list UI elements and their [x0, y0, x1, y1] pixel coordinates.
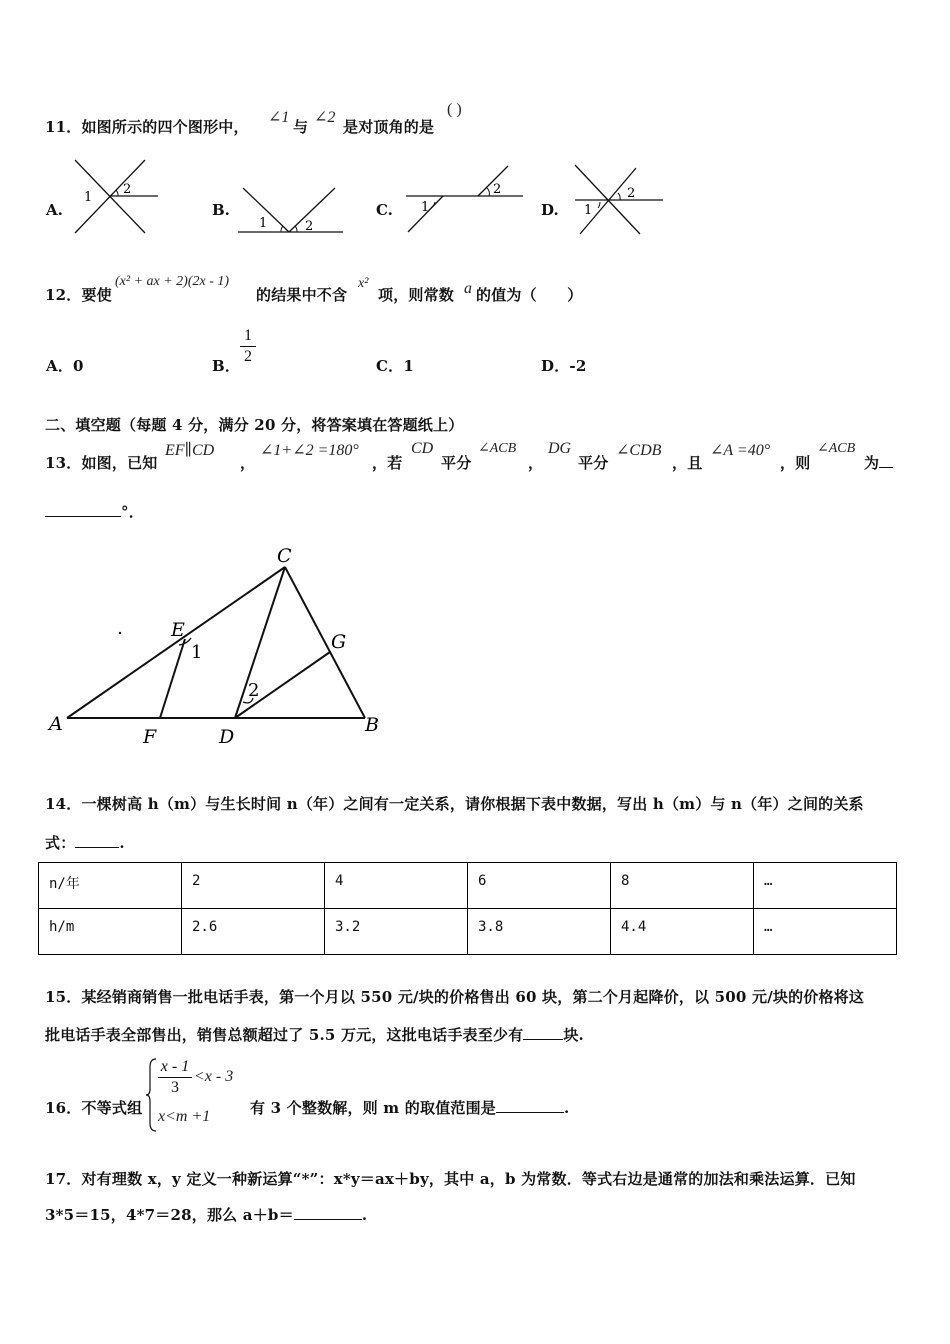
q12-stem — [45, 284, 112, 305]
q15-line2-b: 块. — [563, 1026, 584, 1044]
q13-vertex-f: F — [143, 726, 157, 748]
q16-ineq2: x<m +1 — [158, 1108, 211, 1125]
q13-answer-blank[interactable] — [45, 516, 121, 517]
q13-angle-1: 1 — [191, 642, 203, 663]
q12-option-a-label: A． — [46, 357, 74, 375]
table-cell: 2.6 — [182, 909, 325, 955]
q12-fraction-numerator: 1 — [244, 327, 252, 344]
q16-stem-b — [250, 1097, 569, 1118]
q13-text-c: 平分 — [441, 454, 472, 472]
q11-fig-c-label-2: 2 — [493, 182, 502, 197]
section-heading: 二、填空题（每题 4 分，满分 20 分，将答案填在答题纸上） — [45, 416, 464, 434]
q12-option-a[interactable] — [46, 355, 84, 376]
q11-option-a[interactable]: A. — [46, 201, 63, 219]
q12-const: a — [464, 280, 472, 297]
q12-option-d-label: D． — [541, 357, 570, 375]
q12-option-c-value: 1 — [403, 357, 414, 375]
q12-term: x² — [358, 276, 369, 291]
q16-fraction — [158, 1058, 192, 1097]
q13-answer-blank-start — [879, 467, 893, 468]
q14-tail: . — [119, 834, 125, 852]
table-cell: 4 — [325, 863, 468, 909]
q17-line1: 对有理数 x，y 定义一种新运算“*”：x*y＝ax＋by，其中 a，b 为常数．等式右边是通常的加法和乘法运算．已知 — [81, 1170, 856, 1188]
q13-triangle-figure — [45, 540, 395, 750]
q16-ineq1-rest: <x - 3 — [194, 1068, 234, 1085]
q16-fraction-numerator: x - 1 — [160, 1058, 190, 1075]
q15-stem — [45, 986, 864, 1007]
q14-stem-line2 — [45, 832, 125, 853]
q12-text-b: 的结果中不含 — [256, 286, 348, 304]
q14-number: 14． — [45, 795, 82, 813]
table-cell: h/m — [39, 909, 182, 955]
q11-text-b: 是对顶角的是 — [343, 118, 435, 136]
q11-number: 11． — [45, 118, 82, 136]
q13-stem — [45, 452, 158, 473]
q11-fig-c-label-1: 1 — [421, 200, 430, 215]
q15-stem-line2 — [45, 1024, 584, 1045]
q11-answer-paren: ( ) — [447, 101, 462, 118]
table-cell: 4.4 — [611, 909, 754, 955]
q12-option-b-fraction — [240, 327, 256, 366]
table-cell: 3.2 — [325, 909, 468, 955]
q11-option-c[interactable]: C. — [376, 201, 393, 219]
q17-number: 17． — [45, 1170, 82, 1188]
q12-fraction-bar — [240, 346, 256, 347]
q12-number: 12． — [45, 286, 82, 304]
q13-text-g — [864, 452, 893, 473]
q16-text-b: 有 3 个整数解，则 m 的取值范围是 — [250, 1099, 496, 1117]
q12-fraction-denominator: 2 — [244, 348, 252, 365]
q13-math-acb-2: ∠ACB — [817, 441, 856, 456]
q14-text-a: 一棵树高 h（m）与生长时间 n（年）之间有一定关系，请你根据下表中数据，写出 h（m）与 n（年）之间的关系 — [81, 795, 864, 813]
q13-vertex-a: A — [49, 713, 63, 735]
q11-fig-d-label-2: 2 — [627, 186, 636, 201]
q15-line1: 某经销商销售一批电话手表，第一个月以 550 元/块的价格售出 60 块，第二个月起降价，以 500 元/块的价格将这 — [81, 988, 865, 1006]
q11-angle1: ∠1 — [268, 109, 290, 126]
q11-fig-a-label-2: 2 — [123, 182, 132, 197]
table-cell: 8 — [611, 863, 754, 909]
q13-text-a: 如图，已知 — [81, 454, 158, 472]
q15-line2-a: 批电话手表全部售出，销售总额超过了 5.5 万元，这批电话手表至少有 — [45, 1026, 524, 1044]
q13-angle-2: 2 — [248, 680, 260, 701]
table-row — [39, 863, 897, 909]
q13-tail: °． — [121, 503, 144, 521]
q14-data-table — [38, 862, 897, 955]
table-row — [39, 909, 897, 955]
q16-text-a: 不等式组 — [81, 1099, 143, 1117]
q12-expression: (x² + ax + 2)(2x - 1) — [115, 274, 230, 289]
q16-tail: . — [564, 1099, 570, 1117]
q12-option-a-value: 0 — [73, 357, 84, 375]
q13-math-dg: DG — [548, 440, 572, 457]
q13-text-e: ，且 — [672, 454, 703, 472]
q13-vertex-b: B — [365, 714, 379, 736]
q13-text-g-label: 为 — [864, 454, 880, 472]
table-cell: 3.8 — [468, 909, 611, 955]
q17-line2-a: 3*5＝15，4*7＝28，那么 a＋b＝ — [45, 1206, 294, 1224]
q12-option-d-value: -2 — [569, 357, 587, 375]
q14-stem — [45, 793, 864, 814]
q11-figure-a — [70, 155, 160, 235]
q13-math-ef-cd: EF∥CD — [165, 442, 215, 459]
q13-vertex-g: G — [331, 631, 347, 653]
q16-fraction-denominator: 3 — [171, 1079, 179, 1096]
q15-answer-blank[interactable] — [523, 1039, 563, 1040]
q14-answer-blank[interactable] — [75, 847, 119, 848]
q11-figure-d — [570, 160, 665, 238]
q12-option-b[interactable] — [212, 355, 240, 376]
q13-text-b: ，若 — [372, 454, 403, 472]
q11-text: 如图所示的四个图形中， — [81, 118, 249, 136]
q13-sep1: ， — [240, 454, 256, 472]
q12-option-c-label: C． — [376, 357, 404, 375]
q12-option-b-label: B． — [212, 357, 241, 375]
q13-sep2: ， — [528, 454, 544, 472]
q11-figure-c — [403, 162, 528, 237]
table-cell: … — [754, 909, 897, 955]
table-cell: n/年 — [39, 863, 182, 909]
table-cell: 2 — [182, 863, 325, 909]
q12-text-a: 要使 — [81, 286, 112, 304]
q14-text-b: 式： — [45, 834, 76, 852]
q13-math-cd: CD — [411, 440, 434, 457]
q11-fig-b-label-2: 2 — [305, 219, 314, 234]
table-cell: … — [754, 863, 897, 909]
q16-system-brace — [146, 1057, 158, 1133]
q17-stem — [45, 1168, 856, 1189]
q11-angle2: ∠2 — [314, 109, 336, 126]
q12-option-d[interactable] — [541, 355, 587, 376]
table-cell: 6 — [468, 863, 611, 909]
q13-math-acb: ∠ACB — [478, 441, 517, 456]
q12-option-c[interactable] — [376, 355, 414, 376]
q17-stem-line2 — [45, 1204, 367, 1225]
q12-text-d: 的值为（ ） — [476, 286, 583, 304]
q17-line2-b: . — [361, 1206, 368, 1224]
q13-number: 13． — [45, 454, 82, 472]
q13-answer-line[interactable] — [45, 501, 144, 522]
q11-stem — [45, 116, 249, 137]
q16-answer-blank[interactable] — [496, 1112, 564, 1113]
q16-fraction-bar — [158, 1077, 192, 1078]
q13-math-cdb: ∠CDB — [616, 442, 662, 459]
q11-fig-d-label-1: 1 — [584, 203, 593, 218]
q13-text-d: 平分 — [578, 454, 609, 472]
q13-math-angle-a: ∠A =40° — [710, 442, 771, 459]
q13-math-angle-sum: ∠1+∠2 =180° — [260, 442, 359, 459]
q11-option-b[interactable]: B. — [212, 201, 230, 219]
q13-text-f: ，则 — [780, 454, 811, 472]
q11-figure-b — [235, 180, 350, 235]
q16-number: 16． — [45, 1099, 82, 1117]
q17-answer-blank[interactable] — [294, 1219, 362, 1220]
q11-fig-a-label-1: 1 — [84, 190, 93, 205]
q13-vertex-c: C — [277, 545, 292, 567]
q13-vertex-e: E — [171, 619, 185, 641]
q12-text-c: 项，则常数 — [378, 286, 455, 304]
q11-connector: 与 — [293, 118, 309, 136]
q16-stem — [45, 1097, 142, 1118]
q13-vertex-d: D — [219, 726, 235, 748]
q11-option-d[interactable]: D. — [541, 201, 559, 219]
q15-number: 15． — [45, 988, 82, 1006]
q11-fig-b-label-1: 1 — [259, 216, 268, 231]
